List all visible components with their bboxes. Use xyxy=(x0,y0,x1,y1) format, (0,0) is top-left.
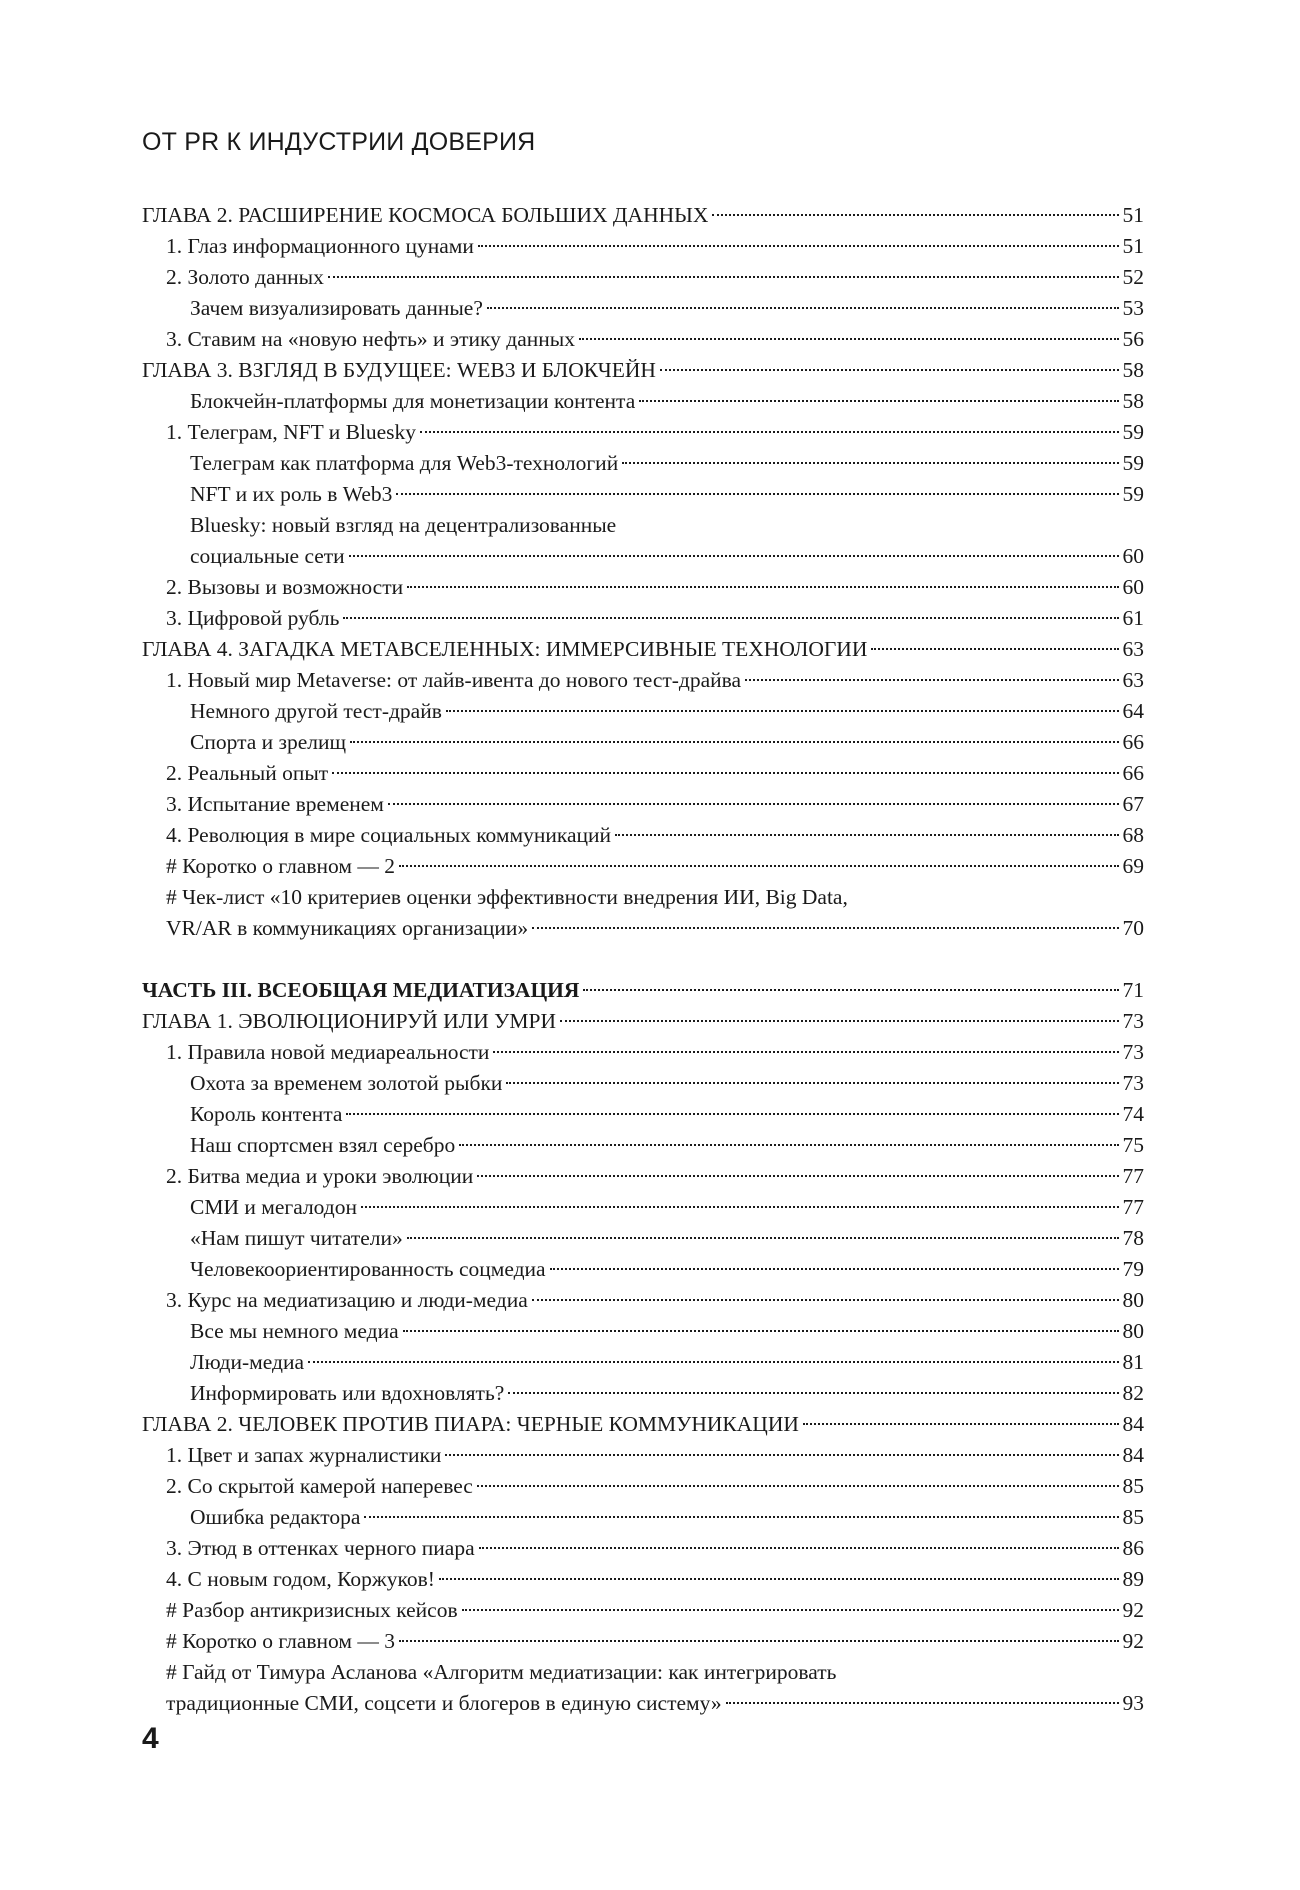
dot-leader xyxy=(726,1702,1119,1704)
dot-leader xyxy=(583,989,1118,991)
toc-entry-title: 3. Испытание временем xyxy=(166,792,384,816)
dot-leader xyxy=(506,1082,1118,1084)
toc-entry-page: 58 xyxy=(1122,358,1144,382)
toc-entry-page: 82 xyxy=(1122,1381,1144,1405)
toc-entry xyxy=(142,510,1144,572)
toc-entry-page: 81 xyxy=(1122,1350,1144,1374)
dot-leader xyxy=(477,1485,1119,1487)
toc-entry-page: 69 xyxy=(1122,854,1144,878)
toc-entry-page: 60 xyxy=(1122,544,1144,568)
toc-entry xyxy=(142,448,1144,479)
toc-entry xyxy=(142,851,1144,882)
dot-leader xyxy=(487,307,1119,309)
toc-entry-page: 60 xyxy=(1122,575,1144,599)
dot-leader xyxy=(399,1640,1119,1642)
toc-entry xyxy=(142,1161,1144,1192)
toc-entry xyxy=(142,479,1144,510)
dot-leader xyxy=(328,276,1119,278)
toc-entry-title: Bluesky: новый взгляд на децентрализованные xyxy=(190,513,617,537)
dot-leader xyxy=(343,617,1118,619)
toc-entry-title: 3. Курс на медиатизацию и люди-медиа xyxy=(166,1288,528,1312)
dot-leader xyxy=(745,679,1118,681)
toc-entry-title: ГЛАВА 1. ЭВОЛЮЦИОНИРУЙ ИЛИ УМРИ xyxy=(142,1009,556,1033)
toc-entry-page: 79 xyxy=(1122,1257,1144,1281)
toc-entry-title: Люди-медиа xyxy=(190,1350,305,1374)
toc-entry xyxy=(142,727,1144,758)
toc-entry xyxy=(142,789,1144,820)
toc-entry-title: 3. Цифровой рубль xyxy=(166,606,340,630)
toc-entry-title: Ошибка редактора xyxy=(190,1505,361,1529)
toc-entry-title: 3. Ставим на «новую нефть» и этику данных xyxy=(166,327,575,351)
toc-entry-title: # Коротко о главном — 2 xyxy=(166,854,395,878)
toc-entry xyxy=(142,1657,1144,1719)
dot-leader xyxy=(477,1175,1118,1177)
toc-entry-page: 73 xyxy=(1122,1040,1144,1064)
toc-entry-title: # Гайд от Тимура Асланова «Алгоритм медиатизации: как интегрировать xyxy=(166,1660,837,1684)
toc-entry-page: 68 xyxy=(1122,823,1144,847)
dot-leader xyxy=(361,1206,1119,1208)
toc-entry xyxy=(142,1626,1144,1657)
dot-leader xyxy=(508,1392,1118,1394)
dot-leader xyxy=(399,865,1119,867)
dot-leader xyxy=(407,586,1118,588)
toc-entry-page: 73 xyxy=(1122,1071,1144,1095)
toc-entry-page: 74 xyxy=(1122,1102,1144,1126)
toc-entry-title: # Коротко о главном — 3 xyxy=(166,1629,395,1653)
toc-entry xyxy=(142,1440,1144,1471)
toc-entry-title: 2. Вызовы и возможности xyxy=(166,575,404,599)
toc-entry-page: 59 xyxy=(1122,451,1144,475)
toc-entry xyxy=(142,1130,1144,1161)
dot-leader xyxy=(445,1454,1118,1456)
toc-entry-title: Король контента xyxy=(190,1102,343,1126)
dot-leader xyxy=(462,1609,1119,1611)
toc-entry-title: Все мы немного медиа xyxy=(190,1319,399,1343)
dot-leader xyxy=(396,493,1118,495)
toc-entry xyxy=(142,1471,1144,1502)
toc-entry-title: Информировать или вдохновлять? xyxy=(190,1381,505,1405)
toc-entry-title: «Нам пишут читатели» xyxy=(190,1226,403,1250)
toc-entry-title: ЧАСТЬ III. ВСЕОБЩАЯ МЕДИАТИЗАЦИЯ xyxy=(142,978,580,1002)
toc-entry-page: 59 xyxy=(1122,420,1144,444)
dot-leader xyxy=(446,710,1119,712)
toc-entry-page: 86 xyxy=(1122,1536,1144,1560)
dot-leader xyxy=(493,1051,1118,1053)
toc-entry-page: 92 xyxy=(1122,1629,1144,1653)
toc-entry xyxy=(142,1533,1144,1564)
page-number: 4 xyxy=(142,1722,159,1755)
toc-entry-page: 52 xyxy=(1122,265,1144,289)
dot-leader xyxy=(532,927,1118,929)
running-head: ОТ PR К ИНДУСТРИИ ДОВЕРИЯ xyxy=(142,128,536,156)
toc-entry-page: 63 xyxy=(1122,668,1144,692)
toc-entry xyxy=(142,1223,1144,1254)
toc-entry-title: 4. С новым годом, Коржуков! xyxy=(166,1567,435,1591)
dot-leader xyxy=(639,400,1118,402)
dot-leader xyxy=(622,462,1118,464)
toc-entry-title: СМИ и мегалодон xyxy=(190,1195,357,1219)
toc-entry-page: 64 xyxy=(1122,699,1144,723)
toc-entry-title: 2. Со скрытой камерой наперевес xyxy=(166,1474,473,1498)
toc-entry-page: 77 xyxy=(1122,1164,1144,1188)
dot-leader xyxy=(479,1547,1119,1549)
toc-entry-title: Спорта и зрелищ xyxy=(190,730,347,754)
toc-entry-page: 73 xyxy=(1122,1009,1144,1033)
dot-leader xyxy=(308,1361,1118,1363)
toc-entry xyxy=(142,820,1144,851)
toc-entry xyxy=(142,1192,1144,1223)
toc-entry-page: 80 xyxy=(1122,1288,1144,1312)
toc-entry xyxy=(142,603,1144,634)
toc-entry-page: 61 xyxy=(1122,606,1144,630)
dot-leader xyxy=(346,1113,1118,1115)
toc-entry xyxy=(142,1316,1144,1347)
toc-entry-title: Зачем визуализировать данные? xyxy=(190,296,483,320)
toc-entry xyxy=(142,1409,1144,1440)
dot-leader xyxy=(388,803,1119,805)
toc-entry-title: Охота за временем золотой рыбки xyxy=(190,1071,503,1095)
toc-entry-title: Человекоориентированность соцмедиа xyxy=(190,1257,546,1281)
toc-entry-title: Телеграм как платформа для Web3-технологий xyxy=(190,451,619,475)
toc-entry xyxy=(142,1006,1144,1037)
toc-entry-page: 84 xyxy=(1122,1443,1144,1467)
toc-entry-page: 78 xyxy=(1122,1226,1144,1250)
dot-leader xyxy=(660,369,1119,371)
dot-leader xyxy=(459,1144,1118,1146)
toc-entry-page: 66 xyxy=(1122,730,1144,754)
toc-entry-page: 58 xyxy=(1122,389,1144,413)
toc-entry-title: 1. Правила новой медиареальности xyxy=(166,1040,490,1064)
toc-entry-page: 71 xyxy=(1122,978,1144,1002)
dot-leader xyxy=(803,1423,1119,1425)
toc-entry xyxy=(142,882,1144,944)
toc-entry xyxy=(142,1037,1144,1068)
toc-entry xyxy=(142,231,1144,262)
dot-leader xyxy=(712,214,1118,216)
toc-entry-page: 84 xyxy=(1122,1412,1144,1436)
toc-entry-page: 67 xyxy=(1122,792,1144,816)
dot-leader xyxy=(407,1237,1119,1239)
toc-entry-title: 1. Глаз информационного цунами xyxy=(166,234,474,258)
toc-entry-title: ГЛАВА 2. РАСШИРЕНИЕ КОСМОСА БОЛЬШИХ ДАННЫХ xyxy=(142,203,709,227)
toc-entry-title: ГЛАВА 3. ВЗГЛЯД В БУДУЩЕЕ: WEB3 И БЛОКЧЕЙН xyxy=(142,358,656,382)
toc-entry xyxy=(142,386,1144,417)
dot-leader xyxy=(615,834,1118,836)
toc-entry-title: 2. Реальный опыт xyxy=(166,761,329,785)
toc-entry-title: 1. Телеграм, NFT и Bluesky xyxy=(166,420,417,444)
toc-entry xyxy=(142,1099,1144,1130)
toc-entry-page: 66 xyxy=(1122,761,1144,785)
toc-entry xyxy=(142,758,1144,789)
toc-entry xyxy=(142,696,1144,727)
toc-entry-page: 59 xyxy=(1122,482,1144,506)
toc-entry-title: Наш спортсмен взял серебро xyxy=(190,1133,456,1157)
dot-leader xyxy=(420,431,1118,433)
toc-entry xyxy=(142,1068,1144,1099)
dot-leader xyxy=(550,1268,1119,1270)
dot-leader xyxy=(332,772,1118,774)
dot-leader xyxy=(478,245,1119,247)
toc-entry-page: 85 xyxy=(1122,1474,1144,1498)
toc-entry xyxy=(142,1347,1144,1378)
toc-entry-title: 2. Золото данных xyxy=(166,265,324,289)
dot-leader xyxy=(349,555,1119,557)
toc-entry-title: 1. Цвет и запах журналистики xyxy=(166,1443,442,1467)
toc-entry-page: 89 xyxy=(1122,1567,1144,1591)
toc-entry-page: 85 xyxy=(1122,1505,1144,1529)
toc-entry-title: Немного другой тест-драйв xyxy=(190,699,442,723)
toc-entry xyxy=(142,262,1144,293)
toc-entry xyxy=(142,975,1144,1006)
toc-entry-title: ГЛАВА 4. ЗАГАДКА МЕТАВСЕЛЕННЫХ: ИММЕРСИВНЫЕ ТЕХНОЛОГИИ xyxy=(142,637,868,661)
toc-entry-page: 51 xyxy=(1122,234,1144,258)
toc-entry xyxy=(142,1254,1144,1285)
toc-entry-page: 70 xyxy=(1122,916,1144,940)
toc-entry-title: NFT и их роль в Web3 xyxy=(190,482,393,506)
toc-entry-title-continued: традиционные СМИ, соцсети и блогеров в единую систему» xyxy=(166,1691,722,1715)
toc-entry-title: 2. Битва медиа и уроки эволюции xyxy=(166,1164,474,1188)
toc-entry-page: 93 xyxy=(1122,1691,1144,1715)
toc-entry xyxy=(142,1285,1144,1316)
toc-entry-title: 1. Новый мир Metaverse: от лайв-ивента до нового тест-драйва xyxy=(166,668,742,692)
dot-leader xyxy=(871,648,1118,650)
toc-entry xyxy=(142,572,1144,603)
toc-entry-page: 75 xyxy=(1122,1133,1144,1157)
toc-entry-page: 80 xyxy=(1122,1319,1144,1343)
dot-leader xyxy=(439,1578,1119,1580)
toc-entry xyxy=(142,1378,1144,1409)
toc-entry xyxy=(142,665,1144,696)
toc-entry xyxy=(142,1595,1144,1626)
toc-entry xyxy=(142,324,1144,355)
toc-entry-title: # Чек-лист «10 критериев оценки эффективности внедрения ИИ, Big Data, xyxy=(166,885,848,909)
toc-entry-title: 4. Революция в мире социальных коммуникаций xyxy=(166,823,612,847)
table-of-contents xyxy=(142,200,1144,1719)
toc-entry-title: Блокчейн-платформы для монетизации контента xyxy=(190,389,636,413)
dot-leader xyxy=(532,1299,1119,1301)
dot-leader xyxy=(560,1020,1119,1022)
dot-leader xyxy=(364,1516,1118,1518)
toc-entry xyxy=(142,1502,1144,1533)
toc-entry xyxy=(142,634,1144,665)
toc-entry xyxy=(142,1564,1144,1595)
toc-entry-page: 92 xyxy=(1122,1598,1144,1622)
toc-entry-page: 63 xyxy=(1122,637,1144,661)
dot-leader xyxy=(403,1330,1119,1332)
toc-entry xyxy=(142,355,1144,386)
toc-entry-page: 53 xyxy=(1122,296,1144,320)
toc-entry-page: 51 xyxy=(1122,203,1144,227)
toc-entry-title-continued: VR/AR в коммуникациях организации» xyxy=(166,916,529,940)
toc-entry xyxy=(142,293,1144,324)
dot-leader xyxy=(350,741,1118,743)
toc-entry-page: 56 xyxy=(1122,327,1144,351)
toc-entry-page: 77 xyxy=(1122,1195,1144,1219)
dot-leader xyxy=(579,338,1119,340)
toc-entry-title: ГЛАВА 2. ЧЕЛОВЕК ПРОТИВ ПИАРА: ЧЕРНЫЕ КОММУНИКАЦИИ xyxy=(142,1412,799,1436)
toc-entry xyxy=(142,200,1144,231)
toc-entry xyxy=(142,417,1144,448)
toc-entry-title: 3. Этюд в оттенках черного пиара xyxy=(166,1536,475,1560)
toc-entry-title-continued: социальные сети xyxy=(190,544,345,568)
toc-entry-title: # Разбор антикризисных кейсов xyxy=(166,1598,458,1622)
